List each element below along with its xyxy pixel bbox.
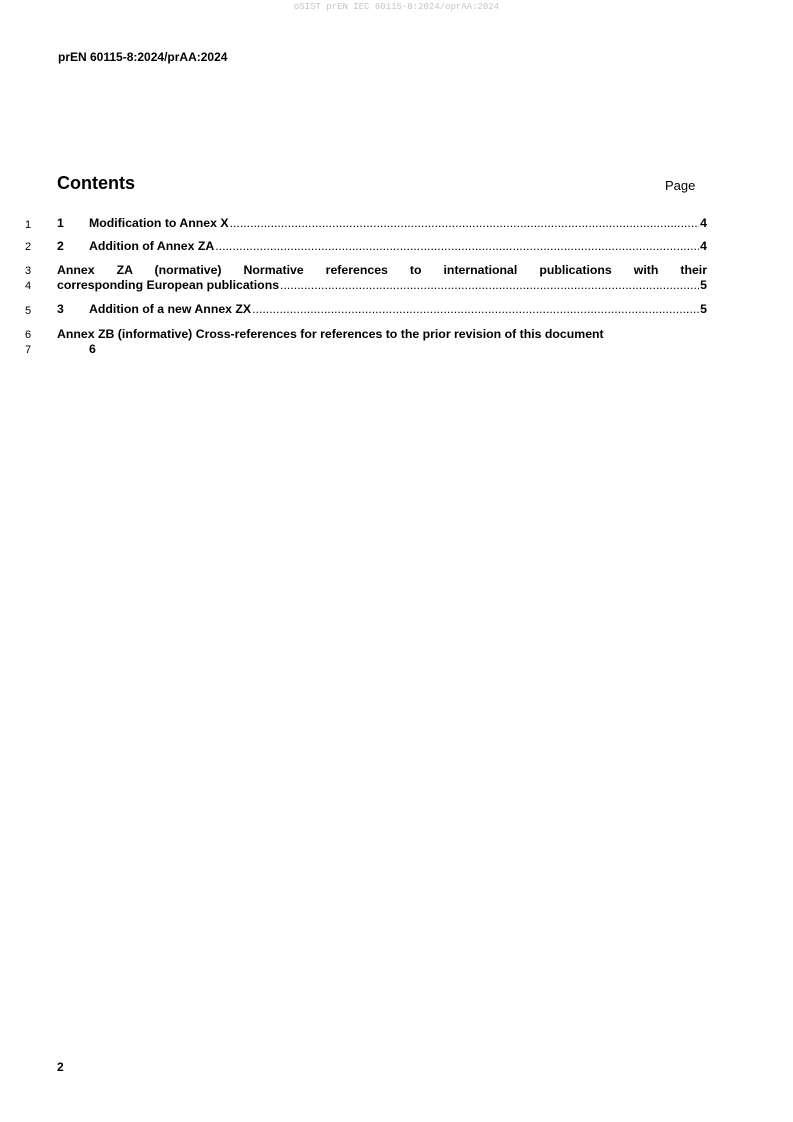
line-number: 6 [25, 329, 32, 341]
dot-leader [230, 216, 700, 230]
page-column-label: Page [665, 178, 696, 193]
toc-entry-number: 2 [57, 239, 64, 253]
toc-entry[interactable] [57, 239, 707, 255]
toc-entry-page: 5 [700, 278, 707, 292]
dot-leader [280, 278, 699, 292]
toc-entry-title-continuation: corresponding European publications [57, 278, 280, 292]
dot-leader [252, 302, 699, 316]
toc-entry-page: 6 [89, 342, 96, 356]
toc-entry-title: Addition of Annex ZA [89, 239, 215, 253]
contents-title: Contents [57, 173, 135, 193]
toc-entry-page: 4 [700, 216, 707, 230]
toc-entry-title: Addition of a new Annex ZX [89, 302, 252, 316]
toc-entry[interactable] [57, 302, 707, 318]
line-number: 5 [25, 305, 32, 317]
toc-entry-number: 3 [57, 302, 64, 316]
line-number: 1 [25, 219, 32, 231]
toc-entry-number: 1 [57, 216, 64, 230]
line-number: 3 [25, 265, 32, 277]
toc-entry-title: Annex ZA (normative) Normative references to international publications with their [57, 263, 707, 277]
toc-entry-continuation[interactable] [57, 278, 707, 294]
toc-entry[interactable] [57, 216, 707, 232]
line-number: 2 [25, 241, 32, 253]
dot-leader [215, 239, 699, 253]
toc-entry-page: 5 [700, 302, 707, 316]
toc-entry-page: 4 [700, 239, 707, 253]
watermark: oSIST prEN IEC 60115-8:2024/oprAA:2024 [293, 2, 500, 12]
page-number: 2 [57, 1060, 64, 1074]
line-number: 4 [25, 280, 32, 292]
document-id: prEN 60115-8:2024/prAA:2024 [58, 50, 228, 64]
line-number: 7 [25, 344, 32, 356]
toc-entry[interactable] [57, 327, 707, 343]
toc-entry-title: Modification to Annex X [89, 216, 229, 230]
toc-entry-title: Annex ZB (informative) Cross-references for references to the prior revision of this document [57, 327, 604, 341]
toc-entry[interactable] [57, 263, 707, 279]
